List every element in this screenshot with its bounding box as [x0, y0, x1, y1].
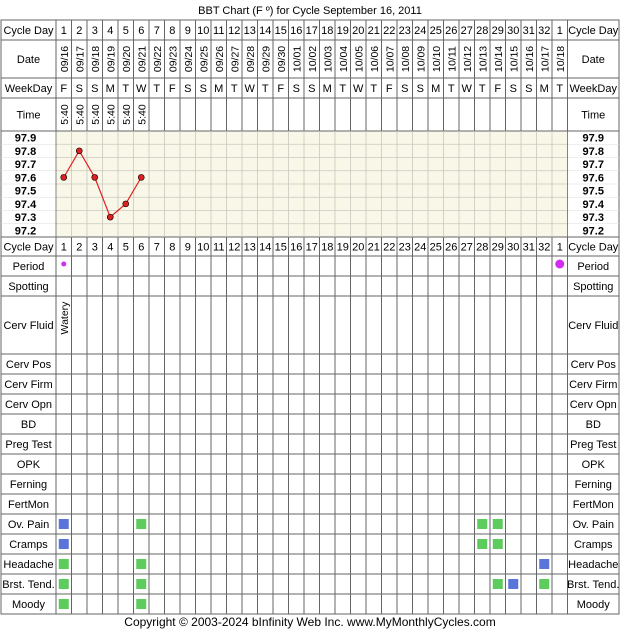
row-label-time: Time [16, 109, 41, 122]
symptom-marker [493, 579, 503, 589]
time-label: 5:40 [105, 104, 118, 125]
date-label: 10/13 [477, 45, 490, 73]
cycle-day-number: 32 [538, 25, 551, 37]
temp-axis-label: 97.9 [14, 132, 37, 145]
cycle-day-number: 20 [352, 25, 365, 37]
date-label: 10/16 [523, 45, 536, 73]
weekday-letter: F [277, 83, 285, 95]
row-label-weekday-right: WeekDay [569, 83, 617, 95]
symptom-label-bd: BD [20, 419, 37, 431]
date-label: 10/17 [539, 45, 552, 73]
symptom-label-cerv-firm-right: Cerv Firm [569, 379, 618, 391]
row-label-cycle-day: Cycle Day [3, 241, 54, 254]
weekday-letter: S [525, 83, 533, 95]
date-label: 09/20 [120, 45, 133, 73]
temp-axis-label: 97.7 [14, 159, 37, 172]
cycle-day-number: 19 [336, 25, 349, 37]
weekday-letter: M [539, 83, 549, 95]
weekday-letter: S [91, 83, 99, 95]
cycle-day-number: 10 [197, 25, 210, 37]
temperature-point [138, 174, 144, 180]
symptom-label-preg-test-right: Preg Test [570, 439, 617, 451]
symptom-marker [477, 519, 487, 529]
row-label-cycle-day-right: Cycle Day [568, 241, 619, 254]
cycle-day-number: 30 [507, 25, 520, 37]
symptom-marker [136, 559, 146, 569]
date-label: 10/09 [415, 45, 428, 73]
date-label: 09/18 [89, 45, 102, 73]
period-marker [555, 260, 564, 269]
weekday-letter: S [308, 83, 316, 95]
cycle-day-number: 9 [184, 25, 191, 37]
date-label: 10/02 [306, 45, 319, 73]
cycle-day-number: 7 [153, 241, 160, 254]
row-label-date: Date [16, 54, 41, 66]
weekday-letter: T [556, 83, 564, 95]
date-label: 10/05 [353, 45, 366, 73]
cycle-day-number: 16 [290, 25, 303, 37]
weekday-letter: T [261, 83, 269, 95]
symptom-marker [539, 579, 549, 589]
symptom-label-headache-right: Headache [568, 559, 619, 571]
cycle-day-number: 32 [538, 241, 551, 254]
time-label: 5:40 [120, 104, 133, 125]
copyright-footer: Copyright © 2003-2024 bInfinity Web Inc. www.MyMonthlyCycles.com [124, 615, 496, 629]
temperature-point [92, 174, 98, 180]
cycle-day-number: 14 [259, 25, 272, 37]
weekday-letter: T [230, 83, 238, 95]
date-label: 09/25 [198, 45, 211, 73]
cycle-day-number: 4 [107, 25, 114, 37]
cycle-day-number: 11 [213, 241, 225, 254]
cycle-day-number: 29 [491, 25, 504, 37]
symptom-label-bd-right: BD [585, 419, 601, 431]
symptom-marker [493, 539, 503, 549]
cycle-day-number: 25 [429, 241, 442, 254]
symptom-label-moody: Moody [11, 599, 46, 611]
weekday-letter: S [509, 83, 517, 95]
weekday-letter: F [385, 83, 393, 95]
symptom-label-cerv-pos: Cerv Pos [5, 359, 52, 371]
time-label: 5:40 [136, 104, 149, 125]
cycle-day-number: 8 [169, 25, 176, 37]
temperature-point [61, 174, 67, 180]
cycle-day-number: 5 [122, 25, 129, 37]
cycle-day-number: 15 [274, 241, 287, 254]
cycle-day-number: 22 [383, 25, 396, 37]
cycle-day-number: 24 [414, 25, 427, 37]
cycle-day-number: 13 [243, 25, 256, 37]
temperature-point [123, 201, 129, 207]
symptom-label-fertmon: FertMon [8, 499, 49, 511]
cycle-day-number: 3 [91, 25, 98, 37]
date-label: 09/19 [105, 45, 118, 73]
date-label: 10/14 [492, 45, 505, 73]
symptom-label-ov-pain-right: Ov. Pain [572, 519, 614, 531]
weekday-letter: T [447, 83, 455, 95]
symptom-label-period-right: Period [577, 261, 610, 273]
weekday-letter: S [416, 83, 424, 95]
symptom-marker [59, 519, 69, 529]
date-label: 10/06 [368, 45, 381, 73]
cycle-day-number: 6 [138, 25, 145, 37]
temp-axis-label-right: 97.9 [582, 132, 604, 145]
temp-axis-label: 97.2 [14, 225, 37, 238]
date-label: 10/18 [554, 45, 567, 73]
cycle-day-number: 24 [414, 241, 427, 254]
cycle-day-number: 2 [76, 25, 83, 37]
cycle-day-number: 1 [60, 241, 67, 254]
date-label: 09/16 [58, 45, 71, 73]
cycle-day-number: 15 [274, 25, 287, 37]
date-label: 09/26 [213, 45, 226, 73]
cycle-day-number: 27 [460, 241, 473, 254]
cycle-day-number: 18 [321, 241, 334, 254]
symptom-label-cerv-fluid-right: Cerv Fluid [568, 320, 619, 332]
cycle-day-number: 22 [383, 241, 396, 254]
symptom-label-cerv-fluid: Cerv Fluid [3, 320, 54, 332]
symptom-label-cerv-opn-right: Cerv Opn [569, 399, 617, 411]
time-label: 5:40 [89, 104, 102, 125]
symptom-label-spotting-right: Spotting [573, 281, 614, 293]
cycle-day-number: 4 [107, 241, 114, 254]
temp-axis-label-right: 97.7 [582, 159, 604, 172]
cycle-day-number: 10 [197, 241, 210, 254]
row-label-time-right: Time [581, 109, 606, 122]
date-label: 09/28 [244, 45, 257, 73]
weekday-letter: T [339, 83, 347, 95]
weekday-letter: W [136, 83, 147, 95]
row-label-cycle-day: Cycle Day [3, 25, 54, 37]
cycle-day-number: 31 [522, 25, 535, 37]
temp-axis-label: 97.3 [14, 212, 37, 225]
date-label: 09/30 [275, 45, 288, 73]
weekday-letter: S [184, 83, 192, 95]
date-label: 10/15 [508, 45, 521, 73]
weekday-letter: T [478, 83, 486, 95]
symptom-marker [136, 599, 146, 609]
temp-axis-label: 97.8 [14, 145, 37, 158]
temp-axis-label-right: 97.3 [582, 212, 604, 225]
weekday-letter: S [75, 83, 83, 95]
cycle-day-number: 1 [556, 25, 563, 37]
date-label: 09/23 [167, 45, 180, 73]
row-label-weekday: WeekDay [4, 83, 53, 95]
cycle-day-number: 14 [259, 241, 272, 254]
date-label: 09/27 [229, 45, 242, 73]
symptom-label-cerv-pos-right: Cerv Pos [570, 359, 616, 371]
cycle-day-number: 16 [290, 241, 303, 254]
temp-axis-label-right: 97.5 [582, 185, 604, 198]
cycle-day-number: 21 [367, 25, 380, 37]
cycle-day-number: 12 [228, 241, 241, 254]
symptom-marker [493, 519, 503, 529]
cycle-day-number: 26 [445, 25, 458, 37]
symptom-label-moody-right: Moody [576, 599, 610, 611]
date-label: 09/17 [74, 45, 87, 73]
cycle-day-number: 13 [243, 241, 256, 254]
cycle-day-number: 12 [228, 25, 241, 37]
weekday-letter: T [370, 83, 378, 95]
cycle-day-number: 18 [321, 25, 334, 37]
chart-title: BBT Chart (F º) for Cycle September 16, 2011 [198, 5, 422, 17]
date-label: 09/29 [260, 45, 273, 73]
symptom-label-cramps: Cramps [9, 539, 48, 551]
cycle-day-number: 6 [138, 241, 145, 254]
cycle-day-number: 26 [445, 241, 458, 254]
symptom-marker [136, 579, 146, 589]
temp-axis-label-right: 97.2 [582, 225, 604, 238]
cycle-day-number: 23 [398, 241, 411, 254]
date-label: 10/01 [291, 45, 304, 73]
cycle-day-number: 28 [476, 241, 489, 254]
weekday-letter: M [322, 83, 332, 95]
cycle-day-number: 8 [169, 241, 176, 254]
date-label: 10/04 [337, 45, 350, 73]
cycle-day-number: 11 [213, 25, 225, 37]
temperature-point [107, 214, 113, 220]
date-label: 10/10 [430, 45, 443, 73]
weekday-letter: W [353, 83, 364, 95]
symptom-label-opk-right: OPK [581, 459, 605, 471]
weekday-letter: F [60, 83, 68, 95]
symptom-marker [539, 559, 549, 569]
cycle-day-number: 19 [336, 241, 349, 254]
symptom-label-ferning-right: Ferning [574, 479, 612, 491]
period-marker [61, 262, 66, 267]
symptom-label-brst-tend-right: Brst. Tend. [567, 579, 620, 591]
symptom-marker [59, 599, 69, 609]
symptom-label-ferning: Ferning [9, 479, 48, 491]
cycle-day-number: 2 [76, 241, 83, 254]
cycle-day-number: 23 [398, 25, 411, 37]
symptom-label-cramps-right: Cramps [573, 539, 613, 551]
time-label: 5:40 [74, 104, 87, 125]
temp-axis-label: 97.5 [14, 185, 37, 198]
cycle-day-number: 17 [305, 25, 318, 37]
weekday-letter: W [461, 83, 472, 95]
weekday-letter: W [244, 83, 255, 95]
symptom-label-fertmon-right: FertMon [572, 499, 614, 511]
symptom-marker [136, 519, 146, 529]
temp-axis-label-right: 97.6 [582, 172, 604, 185]
cycle-day-number: 20 [352, 241, 365, 254]
temp-axis-label: 97.4 [14, 198, 37, 211]
weekday-letter: S [199, 83, 207, 95]
cycle-day-number: 25 [429, 25, 442, 37]
weekday-letter: T [122, 83, 130, 95]
temperature-point [76, 148, 82, 154]
cycle-day-number: 5 [122, 241, 129, 254]
cycle-day-number: 31 [522, 241, 535, 254]
weekday-letter: F [494, 83, 502, 95]
weekday-letter: T [153, 83, 161, 95]
cycle-day-number: 7 [153, 25, 160, 37]
symptom-label-ov-pain: Ov. Pain [7, 519, 50, 531]
symptom-marker [59, 559, 69, 569]
row-label-date-right: Date [581, 54, 605, 66]
weekday-letter: M [431, 83, 441, 95]
date-label: 10/03 [322, 45, 335, 73]
weekday-letter: S [292, 83, 300, 95]
cycle-day-number: 28 [476, 25, 489, 37]
temp-axis-label-right: 97.4 [582, 198, 604, 211]
symptom-marker [477, 539, 487, 549]
weekday-letter: S [401, 83, 409, 95]
time-label: 5:40 [58, 104, 71, 125]
symptom-label-period: Period [12, 261, 45, 273]
symptom-label-spotting: Spotting [8, 281, 49, 293]
symptom-label-cerv-opn: Cerv Opn [4, 399, 53, 411]
symptom-label-opk: OPK [16, 459, 41, 471]
temp-axis-label: 97.6 [14, 172, 37, 185]
date-label: 10/11 [446, 46, 459, 72]
weekday-letter: F [168, 83, 176, 95]
symptom-label-headache: Headache [3, 559, 54, 571]
symptom-marker [59, 579, 69, 589]
row-label-cycle-day-right: Cycle Day [568, 25, 619, 37]
cycle-day-number: 27 [460, 25, 473, 37]
cycle-day-number: 30 [507, 241, 520, 254]
cycle-day-number: 1 [556, 241, 563, 254]
cycle-day-number: 1 [60, 25, 67, 37]
symptom-label-preg-test: Preg Test [5, 439, 52, 451]
weekday-letter: M [105, 83, 115, 95]
date-label: 09/24 [182, 45, 195, 73]
date-label: 10/12 [461, 45, 474, 73]
symptom-marker [508, 579, 518, 589]
cycle-day-number: 21 [367, 241, 380, 254]
cerv-fluid-entry: Watery [58, 301, 71, 335]
temp-axis-label-right: 97.8 [582, 145, 604, 158]
cycle-day-number: 3 [91, 241, 98, 254]
symptom-label-cerv-firm: Cerv Firm [4, 379, 53, 391]
cycle-day-number: 29 [491, 241, 504, 254]
symptom-label-brst-tend: Brst. Tend. [2, 579, 55, 591]
cycle-day-number: 17 [305, 241, 318, 254]
date-label: 10/08 [399, 45, 412, 73]
date-label: 09/22 [151, 45, 164, 73]
date-label: 10/07 [384, 45, 397, 73]
cycle-day-number: 9 [184, 241, 191, 254]
symptom-marker [59, 539, 69, 549]
date-label: 09/21 [136, 45, 149, 73]
weekday-letter: M [214, 83, 224, 95]
